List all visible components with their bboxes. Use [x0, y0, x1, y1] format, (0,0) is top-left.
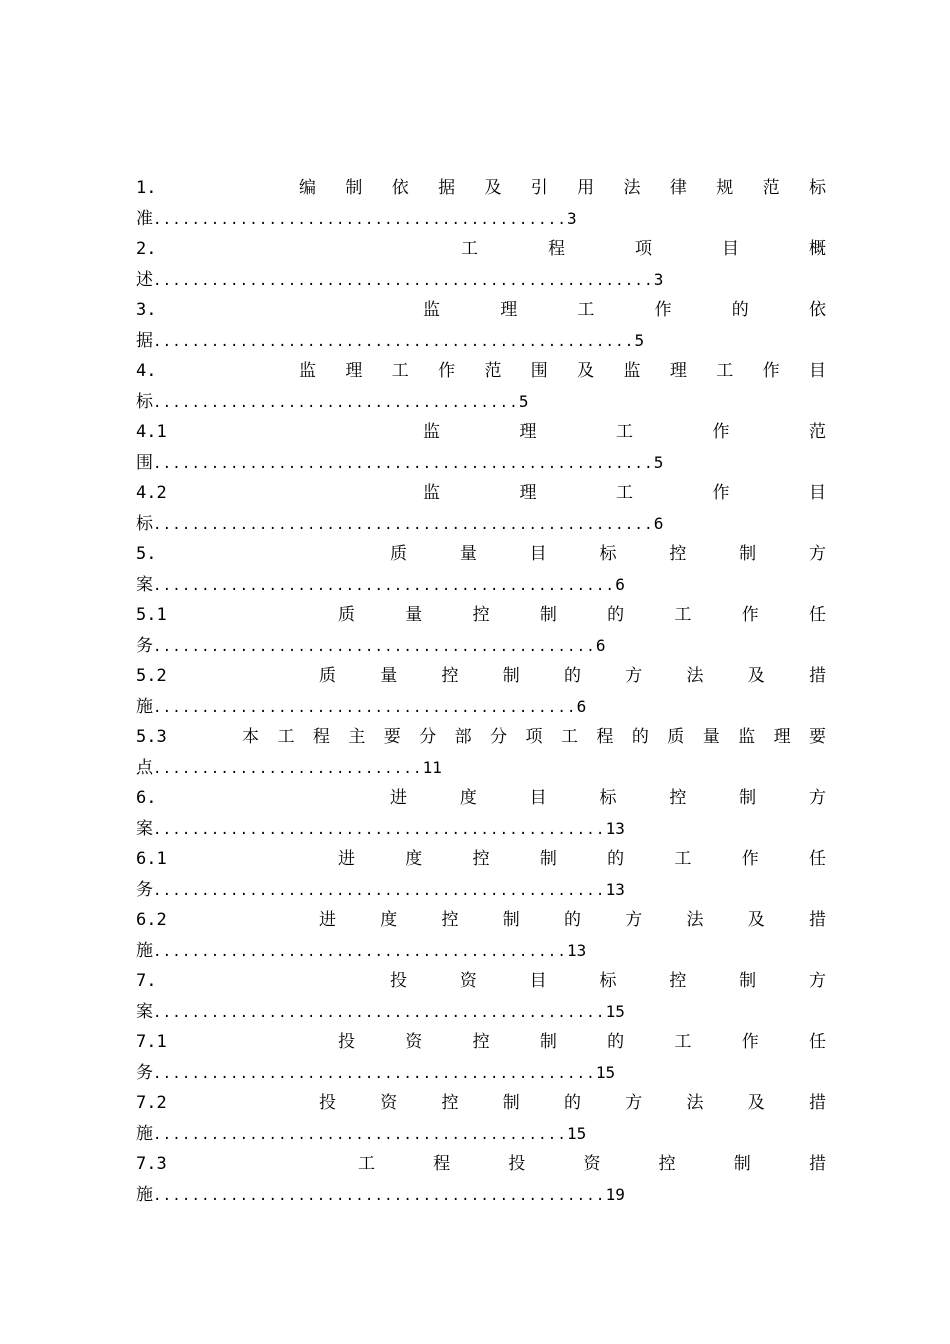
toc-entry-title: 本 工 程 主 要 分 部 分 项 工 程 的 质 量 监 理 要 — [242, 727, 826, 747]
toc-page-number: 3 — [567, 208, 577, 228]
toc-entry[interactable] — [136, 1149, 826, 1210]
toc-entry-number: 5.2 — [136, 666, 167, 686]
toc-entry-title-end: 案 — [136, 818, 153, 839]
toc-entry-title: 投 资 控 制 的 工 作 任 — [338, 1032, 826, 1052]
toc-entry-title: 监 理 工 作 的 依 — [423, 300, 826, 320]
toc-leader-dots: ...................................... — [153, 394, 519, 411]
toc-entry-title-end: 施 — [136, 1184, 153, 1205]
toc-entry[interactable] — [136, 661, 826, 722]
toc-leader-dots: ........................................... — [153, 211, 568, 228]
toc-entry-number: 1. — [136, 178, 157, 198]
toc-page-number: 11 — [422, 757, 442, 777]
toc-page-number: 15 — [567, 1123, 587, 1143]
toc-entry-title-end: 施 — [136, 940, 153, 961]
toc-leader-dots: ............................................ — [153, 699, 577, 716]
toc-entry-title-end: 标 — [136, 391, 153, 412]
toc-entry[interactable] — [136, 539, 826, 600]
toc-leader-dots: ........................................... — [153, 943, 568, 960]
toc-leader-dots: .................................................... — [153, 516, 654, 533]
toc-entry-number: 7.2 — [136, 1093, 167, 1113]
toc-leader-dots: .................................................... — [153, 272, 654, 289]
toc-page-number: 6 — [615, 574, 625, 594]
toc-entry-title-end: 务 — [136, 879, 153, 900]
toc-entry-title: 监 理 工 作 范 围 及 监 理 工 作 目 — [299, 361, 826, 381]
toc-entry-number: 5.1 — [136, 605, 167, 625]
toc-entry[interactable] — [136, 295, 826, 356]
toc-leader-dots: .................................................. — [153, 333, 635, 350]
toc-entry-number: 7.1 — [136, 1032, 167, 1052]
toc-page-number: 6 — [595, 635, 606, 655]
table-of-contents — [136, 173, 826, 1210]
toc-entry-number: 4.1 — [136, 422, 167, 442]
toc-leader-dots: ............................................... — [153, 882, 606, 899]
toc-entry-title-end: 务 — [136, 635, 153, 656]
toc-entry[interactable] — [136, 600, 826, 661]
toc-entry-number: 7.3 — [136, 1154, 167, 1174]
toc-page-number: 15 — [605, 1001, 625, 1021]
toc-entry-number: 5.3 — [136, 727, 167, 747]
toc-entry-number: 6.1 — [136, 849, 167, 869]
toc-entry-title: 工 程 项 目 概 — [461, 239, 826, 259]
toc-entry-title: 进 度 控 制 的 方 法 及 措 — [319, 910, 826, 930]
toc-leader-dots: ............................................... — [153, 1004, 606, 1021]
toc-page-number: 5 — [653, 452, 664, 472]
toc-page-number: 5 — [634, 330, 645, 350]
toc-page-number: 6 — [653, 513, 664, 533]
toc-entry-title-end: 施 — [136, 1123, 153, 1144]
toc-leader-dots: .................................................... — [153, 455, 654, 472]
toc-page-number: 13 — [605, 818, 625, 838]
toc-entry[interactable] — [136, 356, 826, 417]
toc-entry-title-end: 标 — [136, 513, 153, 534]
toc-page-number: 13 — [567, 940, 587, 960]
toc-entry[interactable] — [136, 1088, 826, 1149]
toc-page-number: 3 — [653, 269, 664, 289]
toc-entry-title: 进 度 控 制 的 工 作 任 — [338, 849, 826, 869]
toc-leader-dots: ............................ — [153, 760, 423, 777]
toc-page-number: 15 — [595, 1062, 616, 1082]
toc-entry-number: 6. — [136, 788, 157, 808]
toc-entry-title: 工 程 投 资 控 制 措 — [358, 1154, 826, 1174]
toc-entry-number: 4. — [136, 361, 157, 381]
toc-page-number: 6 — [576, 696, 587, 716]
toc-entry-title: 质 量 控 制 的 工 作 任 — [338, 605, 826, 625]
toc-entry-number: 5. — [136, 544, 157, 564]
toc-entry-title-end: 据 — [136, 330, 153, 351]
toc-entry-title-end: 准 — [136, 208, 153, 229]
toc-entry[interactable] — [136, 478, 826, 539]
toc-entry-title-end: 案 — [136, 1001, 153, 1022]
toc-entry[interactable] — [136, 417, 826, 478]
toc-entry[interactable] — [136, 234, 826, 295]
toc-entry[interactable] — [136, 905, 826, 966]
toc-entry-title-end: 案 — [136, 574, 153, 595]
toc-entry-title: 质 量 控 制 的 方 法 及 措 — [319, 666, 826, 686]
toc-leader-dots: ............................................... — [153, 821, 606, 838]
toc-entry[interactable] — [136, 173, 826, 234]
toc-entry-title-end: 述 — [136, 269, 153, 290]
toc-entry-title-end: 围 — [136, 452, 153, 473]
toc-entry-number: 2. — [136, 239, 157, 259]
toc-leader-dots: .............................................. — [153, 1065, 596, 1082]
toc-entry-title: 监 理 工 作 目 — [423, 483, 826, 503]
toc-entry-title: 编 制 依 据 及 引 用 法 律 规 范 标 — [299, 178, 826, 198]
toc-entry-title: 投 资 控 制 的 方 法 及 措 — [319, 1093, 826, 1113]
toc-entry[interactable] — [136, 844, 826, 905]
toc-entry[interactable] — [136, 966, 826, 1027]
toc-entry[interactable] — [136, 783, 826, 844]
toc-entry-title: 质 量 目 标 控 制 方 — [390, 544, 826, 564]
toc-entry-number: 4.2 — [136, 483, 167, 503]
toc-page-number: 13 — [605, 879, 625, 899]
toc-leader-dots: .............................................. — [153, 638, 596, 655]
toc-entry-number: 6.2 — [136, 910, 167, 930]
toc-entry-number: 7. — [136, 971, 157, 991]
toc-leader-dots: ................................................ — [153, 577, 616, 594]
toc-entry[interactable] — [136, 1027, 826, 1088]
toc-leader-dots: ........................................... — [153, 1126, 568, 1143]
toc-page-number: 5 — [518, 391, 529, 411]
toc-page-number: 19 — [605, 1184, 625, 1204]
toc-entry-title: 进 度 目 标 控 制 方 — [390, 788, 826, 808]
toc-entry-title-end: 施 — [136, 696, 153, 717]
toc-leader-dots: ............................................... — [153, 1187, 606, 1204]
toc-entry-number: 3. — [136, 300, 157, 320]
toc-entry-title-end: 点 — [136, 757, 153, 778]
toc-entry-title: 监 理 工 作 范 — [423, 422, 826, 442]
toc-entry-title: 投 资 目 标 控 制 方 — [390, 971, 826, 991]
toc-entry[interactable] — [136, 722, 826, 783]
toc-entry-title-end: 务 — [136, 1062, 153, 1083]
